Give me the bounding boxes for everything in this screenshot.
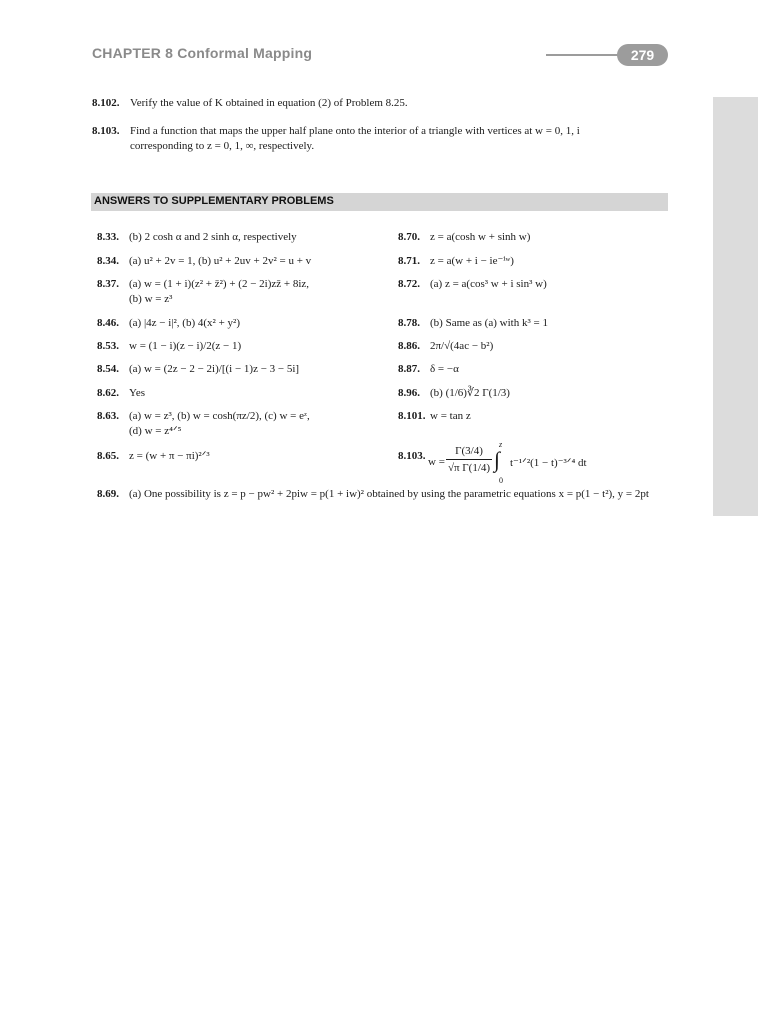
answer-text [430, 230, 530, 245]
answer-line: (a) z = a(cos³ w + i sin³ w) [430, 278, 547, 290]
answer-number: 8.63. [97, 410, 119, 422]
answer-number: 8.54. [97, 363, 119, 375]
answer-line: w = tan z [430, 410, 471, 422]
answer-line: Yes [129, 387, 146, 399]
answer-line: (b) (1/6)∛2 Γ(1/3) [430, 387, 510, 399]
integral-sign-icon: ∫ [494, 447, 501, 472]
answer-number: 8.53. [97, 340, 119, 352]
chapter-header-title: CHAPTER 8 Conformal Mapping [92, 45, 313, 61]
answer-text [129, 386, 145, 401]
answer-text [430, 316, 548, 331]
answer-text [129, 339, 241, 354]
answer-text [129, 449, 210, 464]
integral-lower-limit: 0 [499, 476, 503, 485]
answer-text [430, 339, 493, 354]
answer-line: (a) |4z − i|², (b) 4(x² + y²) [129, 317, 241, 329]
problem-line: Find a function that maps the upper half plane onto the interior of a triangle with vertices at w = 0, 1, i [130, 125, 580, 137]
formula-fraction [446, 444, 492, 475]
answer-number: 8.37. [97, 278, 119, 290]
formula-numerator: Γ(3/4) [455, 445, 483, 457]
problem-line: corresponding to z = 0, 1, ∞, respectively. [130, 140, 315, 152]
answer-line: z = a(cosh w + sinh w) [430, 231, 531, 243]
answer-line: z = (w + π − πi)²ᐟ³ [129, 450, 210, 462]
answer-text: (a) One possibility is z = p − pw² + 2piw = p(1 + iw)² obtained by using the parametric equations x = p(1 − t²), y = 2pt [129, 488, 649, 500]
fraction-bar [446, 459, 492, 460]
answer-line: (a) w = (2z − 2 − 2i)/[(i − 1)z − 3 − 5i] [129, 363, 300, 375]
answer-line: (b) 2 cosh α and 2 sinh α, respectively [129, 231, 297, 243]
answer-line: (a) w = (1 + i)(z² + z̄²) + (2 − 2i)zz̄ + 8iz, [129, 278, 310, 290]
answer-text [430, 277, 547, 292]
page-number-badge: 279 [617, 44, 668, 66]
answers-section-header [91, 193, 668, 211]
answer-text [129, 316, 240, 331]
answer-number: 8.46. [97, 317, 119, 329]
answer-number: 8.33. [97, 231, 119, 243]
answer-text [129, 277, 309, 307]
answer-line: (d) w = z⁴ᐟ⁵ [129, 425, 182, 437]
integral-upper-limit: z [499, 440, 503, 449]
header-rule [546, 54, 626, 56]
answer-text [430, 362, 459, 377]
answer-number: 8.71. [398, 255, 420, 267]
answer-line: 2π/√(4ac − b²) [430, 340, 494, 352]
side-thumb-tab [713, 97, 758, 516]
answer-number: 8.101. [398, 410, 426, 422]
answers-section-title: ANSWERS TO SUPPLEMENTARY PROBLEMS [94, 195, 334, 207]
answer-line: δ = −α [430, 363, 459, 375]
problem-number: 8.102. [92, 97, 120, 109]
answer-number: 8.87. [398, 363, 420, 375]
answer-line: w = (1 − i)(z − i)/2(z − 1) [129, 340, 242, 352]
answer-number: 8.72. [398, 278, 420, 290]
answer-line: z = a(w + i − ie⁻ⁱʷ) [430, 255, 514, 267]
answer-text [129, 362, 299, 377]
answer-number: 8.96. [398, 387, 420, 399]
answer-number: 8.70. [398, 231, 420, 243]
answer-text [129, 409, 310, 439]
integral [494, 440, 506, 488]
answer-line: (b) w = z³ [129, 293, 173, 305]
answer-number: 8.86. [398, 340, 420, 352]
problem-text [130, 124, 580, 154]
answer-number: 8.62. [97, 387, 119, 399]
answer-8-103-formula [428, 440, 668, 488]
answer-text [129, 230, 297, 245]
answer-number: 8.34. [97, 255, 119, 267]
answer-number: 8.69. [97, 488, 119, 500]
answer-text [430, 254, 514, 269]
answer-line: (b) Same as (a) with k³ = 1 [430, 317, 548, 329]
answer-number: 8.78. [398, 317, 420, 329]
problem-number: 8.103. [92, 125, 120, 137]
formula-lhs: w = [428, 456, 445, 468]
answer-number: 8.103. [398, 450, 426, 462]
answer-text [430, 386, 510, 401]
problem-line: Verify the value of K obtained in equation (2) of Problem 8.25. [130, 97, 408, 109]
formula-denominator: √π Γ(1/4) [447, 462, 491, 474]
answer-text [129, 254, 311, 269]
answer-line: (a) w = z³, (b) w = cosh(πz/2), (c) w = eᶻ, [129, 410, 310, 422]
formula-integrand: t⁻¹ᐟ²(1 − t)⁻³ᐟ⁴ dt [510, 457, 587, 469]
answer-text [430, 409, 471, 424]
answer-line: (a) u² + 2v = 1, (b) u² + 2uv + 2v² = u + v [129, 255, 312, 267]
answer-number: 8.65. [97, 450, 119, 462]
problem-text [130, 96, 408, 111]
